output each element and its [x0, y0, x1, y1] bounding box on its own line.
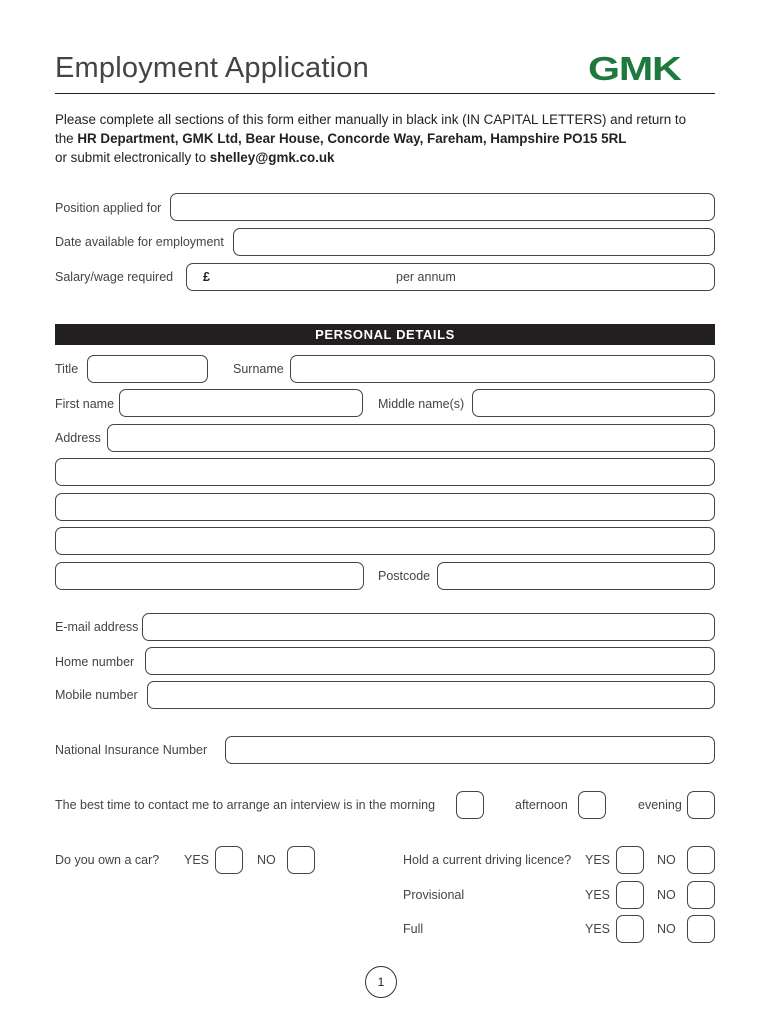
instructions: [55, 110, 725, 167]
licence-no-checkbox[interactable]: [687, 846, 715, 874]
instructions-line-2: [55, 129, 725, 148]
mobile-number-label: Mobile number: [55, 688, 138, 702]
currency-symbol: £: [203, 270, 210, 284]
gmk-logo: GMK: [588, 50, 681, 87]
full-yes-label: YES: [585, 922, 611, 936]
driving-licence-label: Hold a current driving licence?: [403, 853, 572, 867]
page-title: Employment Application: [55, 52, 369, 84]
header-divider: [55, 93, 715, 94]
first-name-label: First name: [55, 397, 115, 411]
provisional-label: Provisional: [403, 888, 465, 902]
provisional-no-label: NO: [657, 888, 676, 902]
hr-email: shelley@gmk.co.uk: [209, 150, 335, 165]
address-line-3-field[interactable]: [55, 493, 715, 521]
own-car-no-label: NO: [257, 853, 276, 867]
page-number: 1: [365, 966, 397, 998]
middle-name-field[interactable]: [472, 389, 715, 417]
salary-field[interactable]: [186, 263, 715, 291]
first-name-field[interactable]: [119, 389, 363, 417]
own-car-yes-checkbox[interactable]: [215, 846, 243, 874]
instructions-line-1: Please complete all sections of this form either manually in black ink (IN CAPITAL LETTERS) and return to: [55, 112, 687, 127]
contact-time-label: The best time to contact me to arrange an interview is in the morning: [55, 798, 436, 812]
afternoon-label: afternoon: [515, 798, 568, 812]
provisional-no-checkbox[interactable]: [687, 881, 715, 909]
address-line-1-field[interactable]: [107, 424, 715, 452]
home-number-label: Home number: [55, 655, 135, 669]
full-no-label: NO: [657, 922, 676, 936]
full-yes-checkbox[interactable]: [616, 915, 644, 943]
title-label: Title: [55, 362, 79, 376]
postcode-field[interactable]: [437, 562, 715, 590]
licence-no-label: NO: [657, 853, 676, 867]
salary-label: Salary/wage required: [55, 270, 174, 284]
instructions-line-3-prefix: or submit electronically to: [55, 150, 210, 165]
own-car-label: Do you own a car?: [55, 853, 160, 867]
provisional-yes-label: YES: [585, 888, 611, 902]
own-car-no-checkbox[interactable]: [287, 846, 315, 874]
address-line-2-field[interactable]: [55, 458, 715, 486]
middle-name-label: Middle name(s): [378, 397, 465, 411]
surname-field[interactable]: [290, 355, 715, 383]
per-annum-label: per annum: [396, 270, 456, 284]
date-available-label: Date available for employment: [55, 235, 224, 249]
title-field[interactable]: [87, 355, 208, 383]
mobile-number-field[interactable]: [147, 681, 715, 709]
evening-label: evening: [638, 798, 682, 812]
ni-number-label: National Insurance Number: [55, 743, 208, 757]
position-label: Position applied for: [55, 201, 162, 215]
address-line-4-field[interactable]: [55, 527, 715, 555]
licence-yes-checkbox[interactable]: [616, 846, 644, 874]
email-field[interactable]: [142, 613, 715, 641]
evening-checkbox[interactable]: [687, 791, 715, 819]
surname-label: Surname: [233, 362, 284, 376]
home-number-field[interactable]: [145, 647, 715, 675]
licence-yes-label: YES: [585, 853, 611, 867]
date-available-field[interactable]: [233, 228, 715, 256]
ni-number-field[interactable]: [225, 736, 715, 764]
morning-checkbox[interactable]: [456, 791, 484, 819]
own-car-yes-label: YES: [184, 853, 210, 867]
email-label: E-mail address: [55, 620, 139, 634]
hr-address: HR Department, GMK Ltd, Bear House, Concorde Way, Fareham, Hampshire PO15 5RL: [77, 131, 627, 146]
provisional-yes-checkbox[interactable]: [616, 881, 644, 909]
postcode-label: Postcode: [378, 569, 431, 583]
address-line-5-field[interactable]: [55, 562, 364, 590]
personal-details-heading: PERSONAL DETAILS: [55, 324, 715, 345]
afternoon-checkbox[interactable]: [578, 791, 606, 819]
instructions-line-2-prefix: the: [55, 131, 78, 146]
instructions-line-3: [55, 148, 725, 167]
full-no-checkbox[interactable]: [687, 915, 715, 943]
full-licence-label: Full: [403, 922, 424, 936]
address-label: Address: [55, 431, 101, 445]
position-field[interactable]: [170, 193, 715, 221]
